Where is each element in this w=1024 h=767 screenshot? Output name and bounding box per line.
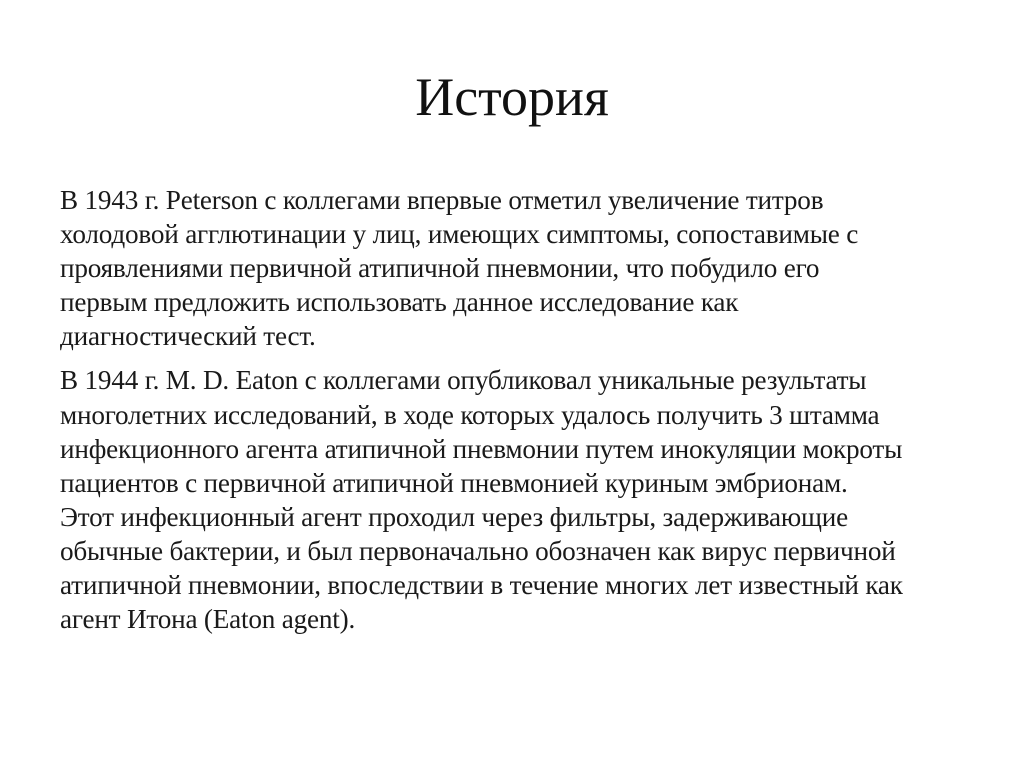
text-line: атипичной пневмонии, впоследствии в течение многих лет известный как bbox=[60, 570, 903, 601]
text-line: диагностический тест. bbox=[60, 321, 316, 352]
text-line: обычные бактерии, и был первоначально обозначен как вирус первичной bbox=[60, 535, 896, 566]
text-line: первым предложить использовать данное исследование как bbox=[60, 287, 739, 318]
slide-body bbox=[60, 183, 980, 636]
paragraph-eaton-1944 bbox=[60, 363, 980, 636]
text-line: холодовой агглютинации у лиц, имеющих симптомы, сопоставимые с bbox=[60, 219, 859, 250]
text-line: инфекционного агента атипичной пневмонии путем инокуляции мокроты bbox=[60, 433, 903, 464]
text-line: многолетних исследований, в ходе которых удалось получить 3 штамма bbox=[60, 399, 880, 430]
text-line: Этот инфекционный агент проходил через фильтры, задерживающие bbox=[60, 501, 848, 532]
text-line: пациентов с первичной атипичной пневмонией куриным эмбрионам. bbox=[60, 467, 848, 498]
text-line: В 1943 г. Peterson с коллегами впервые отметил увеличение титров bbox=[60, 185, 824, 215]
text-line: проявлениями первичной атипичной пневмонии, что побудило его bbox=[60, 253, 820, 284]
slide-title: История bbox=[415, 67, 609, 127]
text-line: агент Итона (Eaton agent). bbox=[60, 604, 356, 635]
paragraph-peterson-1943 bbox=[60, 183, 980, 353]
text-line: В 1944 г. M. D. Eaton с коллегами опубликовал уникальные результаты bbox=[60, 365, 867, 396]
